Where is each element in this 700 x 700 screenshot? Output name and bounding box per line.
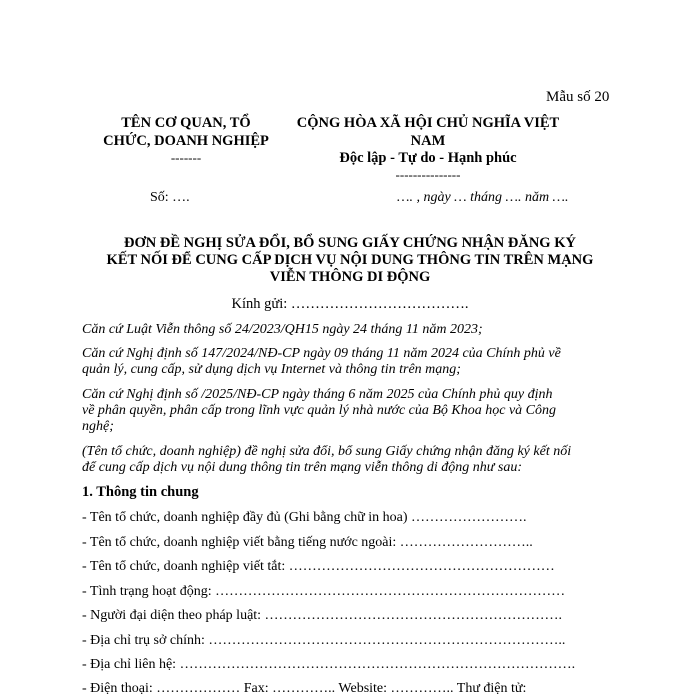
field-foreign-name: - Tên tổ chức, doanh nghiệp viết bằng tiếng nước ngoài: ………………………..: [82, 535, 533, 550]
legal-basis-2: [82, 346, 622, 378]
national-motto: Độc lập - Tự do - Hạnh phúc: [339, 150, 517, 166]
legal-basis-2-line-1: Căn cứ Nghị định số 147/2024/NĐ-CP ngày 09 tháng 11 năm 2024 của Chính phủ về: [82, 346, 561, 361]
agency-name-line-2: CHỨC, DOANH NGHIỆP: [103, 133, 269, 149]
section-1-heading: 1. Thông tin chung: [82, 484, 199, 500]
request-statement: [82, 444, 622, 476]
field-legal-representative: - Người đại diện theo pháp luật: ……………………………………………………….: [82, 608, 563, 623]
field-contact-details: - Điện thoại: ……………… Fax: ………….. Website: ………….. Thư điện tử:: [82, 681, 527, 696]
document-number: Số: ….: [150, 190, 190, 205]
national-title-line-1: CỘNG HÒA XÃ HỘI CHỦ NGHĨA VIỆT: [296, 115, 560, 131]
field-operating-status: - Tình trạng hoạt động: …………………………………………………………………: [82, 584, 566, 599]
national-title-header: [283, 114, 573, 150]
national-title-line-2: NAM: [410, 133, 446, 149]
legal-basis-3-line-2: về phân quyền, phân cấp trong lĩnh vực quản lý nhà nước của Bộ Khoa học và Công: [82, 403, 557, 418]
field-full-name: - Tên tổ chức, doanh nghiệp đầy đủ (Ghi bằng chữ in hoa) …………………….: [82, 510, 527, 525]
date-line: …. , ngày … tháng …. năm ….: [397, 190, 569, 205]
recipient-line: Kính gửi: ……………………………….: [231, 296, 469, 312]
form-number: Mẫu số 20: [546, 89, 610, 105]
legal-basis-1-line-1: Căn cứ Luật Viễn thông số 24/2023/QH15 ngày 24 tháng 11 năm 2023;: [82, 322, 483, 337]
field-contact-address: - Địa chỉ liên hệ: ………………………………………………………………………….: [82, 657, 576, 672]
agency-name-header: [96, 114, 276, 150]
request-statement-line-2: để cung cấp dịch vụ nội dung thông tin trên mạng viễn thông di động như sau:: [82, 460, 523, 475]
title-line-2: KẾT NỐI ĐỂ CUNG CẤP DỊCH VỤ NỘI DUNG THÔNG TIN TRÊN MẠNG: [106, 252, 594, 268]
legal-basis-3: [82, 387, 622, 435]
field-short-name: - Tên tổ chức, doanh nghiệp viết tắt: …………………………………………………: [82, 559, 555, 574]
title-line-1: ĐƠN ĐỀ NGHỊ SỬA ĐỔI, BỔ SUNG GIẤY CHỨNG NHẬN ĐĂNG KÝ: [124, 235, 576, 251]
document-title: [80, 235, 620, 286]
legal-basis-1: [82, 322, 622, 338]
motto-divider: ---------------: [395, 167, 461, 182]
agency-divider: -------: [170, 150, 202, 165]
title-line-3: VIỄN THÔNG DI ĐỘNG: [269, 269, 431, 285]
legal-basis-3-line-1: Căn cứ Nghị định số /2025/NĐ-CP ngày tháng 6 năm 2025 của Chính phủ quy định: [82, 387, 553, 402]
legal-basis-3-line-3: nghệ;: [82, 419, 114, 434]
legal-basis-2-line-2: quản lý, cung cấp, sử dụng dịch vụ Internet và thông tin trên mạng;: [82, 362, 461, 377]
request-statement-line-1: (Tên tổ chức, doanh nghiệp) đề nghị sửa đổi, bổ sung Giấy chứng nhận đăng ký kết nối: [82, 444, 572, 459]
field-head-office-address: - Địa chỉ trụ sở chính: …………………………………………………………………..: [82, 633, 566, 648]
agency-name-line-1: TÊN CƠ QUAN, TỔ: [121, 115, 251, 131]
